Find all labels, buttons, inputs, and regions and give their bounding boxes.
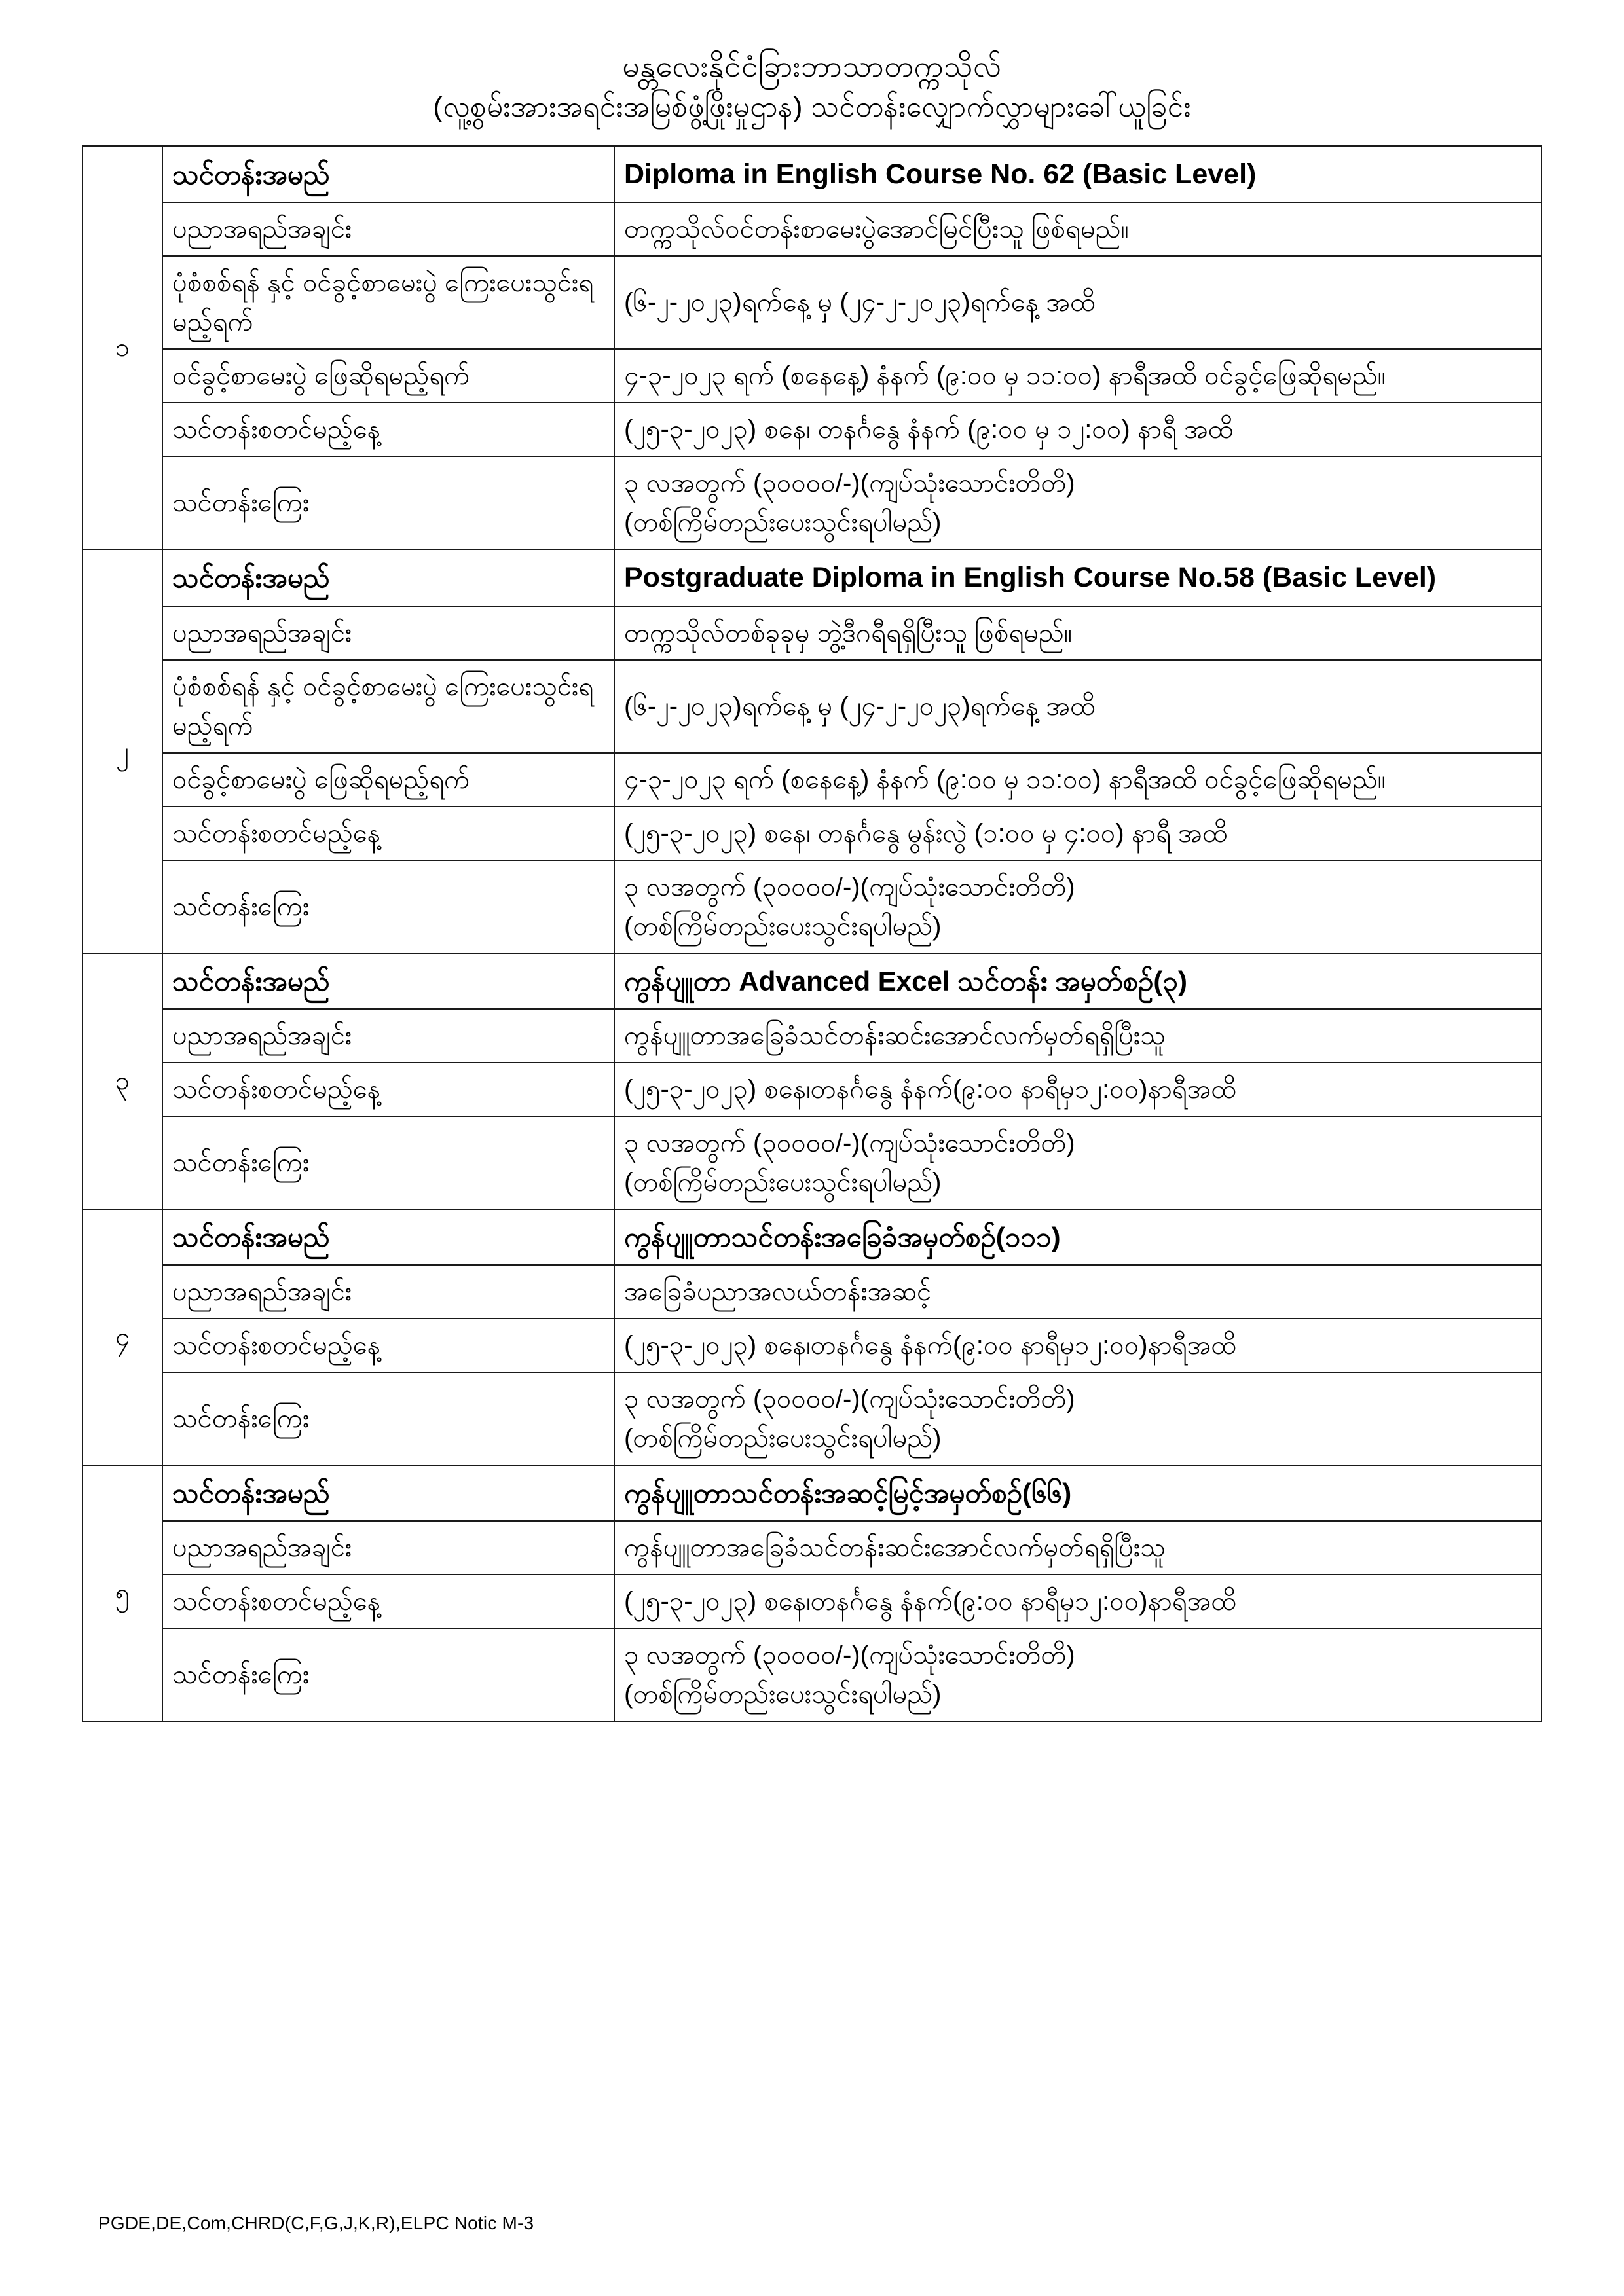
row-label-cell: သင်တန်းစတင်မည့်နေ့: [162, 1319, 614, 1372]
row-value-cell: [614, 953, 1541, 1009]
row-value-cell: [614, 606, 1541, 660]
row-label-cell: သင်တန်းအမည်: [162, 146, 614, 203]
row-value-cell: [614, 1521, 1541, 1575]
row-value-cell: [614, 456, 1541, 549]
row-value-line2: (တစ်ကြိမ်တည်းပေးသွင်းရပါမည်): [624, 911, 942, 941]
row-value-cell: [614, 660, 1541, 753]
table-row: [83, 753, 1541, 807]
row-label-cell: ပုံစံစစ်ရန် နှင့် ဝင်ခွင့်စာမေးပွဲ ကြေးပေးသွင်းရမည့်ရက်: [162, 256, 614, 349]
row-value-line1: ၃ လအတွက် (၃၀၀၀၀/-)(ကျပ်သုံးသောင်းတိတိ): [624, 1640, 1075, 1669]
row-value-line1: ၄-၃-၂၀၂၃ ရက် (စနေနေ့) နံနက် (၉:၀၀ မှ ၁၁:၀၀) နာရီအထိ ဝင်ခွင့်ဖြေဆိုရမည်။: [624, 361, 1386, 391]
row-value-cell: [614, 1319, 1541, 1372]
table-row: [83, 1265, 1541, 1319]
row-value-line1: Postgraduate Diploma in English Course No.58 (Basic Level): [624, 562, 1437, 594]
row-label-cell: ပညာအရည်အချင်း: [162, 1265, 614, 1319]
row-value-line1: ကွန်ပျူ​တာသင်တန်းအဆင့်မြင့်အမှတ်စဉ်(၆၆): [624, 1477, 1072, 1508]
row-value-cell: [614, 1575, 1541, 1628]
table-row: [83, 549, 1541, 606]
row-value-line1: ကွန်ပျူ​တာ Advanced Excel သင်တန်း အမှတ်စဉ်(၃): [624, 965, 1188, 996]
row-value-line1: (၂၅-၃-၂၀၂၃) စနေ၊တနင်္ဂနွေ နံနက်(၉:၀၀ နာရီမှ၁၂:၀၀)နာရီအထိ: [624, 1074, 1237, 1104]
row-value-line2: (တစ်ကြိမ်တည်းပေးသွင်းရပါမည်): [624, 1679, 942, 1709]
table-row: [83, 1319, 1541, 1372]
row-value-line1: ၃ လအတွက် (၃၀၀၀၀/-)(ကျပ်သုံးသောင်းတိတိ): [624, 469, 1075, 498]
row-value-cell: [614, 549, 1541, 606]
course-number-cell: ၃: [83, 953, 162, 1209]
row-label-cell: သင်တန်းစတင်မည့်နေ့: [162, 807, 614, 860]
courses-table: [82, 145, 1542, 1722]
row-value-line1: Diploma in English Course No. 62 (Basic Level): [624, 158, 1257, 190]
row-value-line1: ၃ လအတွက် (၃၀၀၀၀/-)(ကျပ်သုံးသောင်းတိတိ): [624, 1384, 1075, 1413]
row-value-cell: [614, 1209, 1541, 1265]
row-value-line1: အခြေခံပညာအလယ်တန်းအဆင့်: [624, 1277, 932, 1306]
table-row: [83, 256, 1541, 349]
header-title-line2: (လူ့စွမ်းအားအရင်းအမြစ်ဖွံ့ဖြိုးမှုဌာန) သင်တန်းလျှောက်လွှာများခေါ်ယူခြင်း: [433, 91, 1191, 124]
row-value-line1: ၃ လအတွက် (၃၀၀၀၀/-)(ကျပ်သုံးသောင်းတိတိ): [624, 1128, 1075, 1157]
table-row: [83, 1372, 1541, 1465]
table-row: [83, 1628, 1541, 1721]
row-label-cell: ဝင်ခွင့်စာမေးပွဲ ဖြေဆိုရမည့်ရက်: [162, 349, 614, 403]
table-row: [83, 807, 1541, 860]
row-value-line1: ကွန်ပျူ​တာသင်တန်းအခြေခံအမှတ်စဉ်(၁၁၁): [624, 1221, 1061, 1252]
row-label-cell: သင်တန်းကြေး: [162, 1372, 614, 1465]
row-value-cell: [614, 1265, 1541, 1319]
row-label-cell: သင်တန်းစတင်မည့်နေ့: [162, 403, 614, 456]
row-label-cell: သင်တန်းကြေး: [162, 1116, 614, 1209]
row-value-line1: တက္ကသိုလ်ဝင်တန်းစာမေးပွဲအောင်မြင်ပြီးသူ ဖြစ်ရမည်။: [624, 215, 1129, 244]
row-value-cell: [614, 202, 1541, 256]
row-value-cell: [614, 1372, 1541, 1465]
row-label-cell: ဝင်ခွင့်စာမေးပွဲ ဖြေဆိုရမည့်ရက်: [162, 753, 614, 807]
document-footer: PGDE,DE,Com,CHRD(C,F,G,J,K,R),ELPC Notic M-3: [98, 2213, 534, 2233]
row-value-cell: [614, 1116, 1541, 1209]
row-value-line1: တက္ကသိုလ်တစ်ခုခုမှ ဘွဲ့ဒီဂရီရရှိပြီးသူ ဖြစ်ရမည်။: [624, 618, 1072, 647]
row-label-cell: ပညာအရည်အချင်း: [162, 1009, 614, 1063]
row-value-cell: [614, 146, 1541, 203]
row-label-cell: ပညာအရည်အချင်း: [162, 606, 614, 660]
row-label-cell: သင်တန်းကြေး: [162, 456, 614, 549]
course-number-cell: ၂: [83, 549, 162, 953]
course-number-cell: ၄: [83, 1209, 162, 1465]
table-row: [83, 953, 1541, 1009]
row-value-cell: [614, 1628, 1541, 1721]
table-row: [83, 1575, 1541, 1628]
course-number-cell: ၅: [83, 1465, 162, 1721]
row-label-cell: သင်တန်းကြေး: [162, 860, 614, 953]
row-value-line1: (၂၅-၃-၂၀၂၃) စနေ၊တနင်္ဂနွေ နံနက်(၉:၀၀ နာရီမှ၁၂:၀၀)နာရီအထိ: [624, 1330, 1237, 1360]
table-row: [83, 146, 1541, 203]
course-number-cell: ၁: [83, 146, 162, 550]
row-label-cell: ပညာအရည်အချင်း: [162, 1521, 614, 1575]
row-value-line1: (၂၅-၃-၂၀၂၃) စနေ၊ တနင်္ဂနွေ နံနက် (၉:၀၀ မှ ၁၂:၀၀) နာရီ အထိ: [624, 415, 1234, 445]
table-row: [83, 1209, 1541, 1265]
row-value-cell: [614, 403, 1541, 456]
header-title-line1: မန္တလေးနိုင်ငံခြားဘာသာတက္ကသိုလ်: [622, 49, 1002, 83]
row-label-cell: သင်တန်းစတင်မည့်နေ့: [162, 1063, 614, 1116]
table-row: [83, 660, 1541, 753]
table-row: [83, 606, 1541, 660]
row-value-line1: ၃ လအတွက် (၃၀၀၀၀/-)(ကျပ်သုံးသောင်းတိတိ): [624, 872, 1075, 902]
row-value-line1: (၆-၂-၂၀၂၃)ရက်နေ့ မှ (၂၄-၂-၂၀၂၃)ရက်နေ့ အထိ: [624, 691, 1096, 721]
table-row: [83, 456, 1541, 549]
row-label-cell: သင်တန်းစတင်မည့်နေ့: [162, 1575, 614, 1628]
row-label-cell: သင်တန်းအမည်: [162, 1465, 614, 1521]
row-value-cell: [614, 1063, 1541, 1116]
table-row: [83, 1465, 1541, 1521]
table-row: [83, 1009, 1541, 1063]
row-value-cell: [614, 860, 1541, 953]
row-label-cell: ပညာအရည်အချင်း: [162, 202, 614, 256]
table-row: [83, 1521, 1541, 1575]
row-label-cell: သင်တန်းအမည်: [162, 549, 614, 606]
table-row: [83, 860, 1541, 953]
row-value-cell: [614, 807, 1541, 860]
row-value-line2: (တစ်ကြိမ်တည်းပေးသွင်းရပါမည်): [624, 1423, 942, 1453]
row-label-cell: သင်တန်းအမည်: [162, 953, 614, 1009]
row-value-cell: [614, 256, 1541, 349]
row-value-line1: ၄-၃-၂၀၂၃ ရက် (စနေနေ့) နံနက် (၉:၀၀ မှ ၁၁:၀၀) နာရီအထိ ဝင်ခွင့်ဖြေဆိုရမည်။: [624, 765, 1386, 794]
row-label-cell: သင်တန်းအမည်: [162, 1209, 614, 1265]
table-row: [83, 202, 1541, 256]
table-row: [83, 349, 1541, 403]
row-label-cell: ပုံစံစစ်ရန် နှင့် ဝင်ခွင့်စာမေးပွဲ ကြေးပေးသွင်းရမည့်ရက်: [162, 660, 614, 753]
table-row: [83, 1063, 1541, 1116]
table-row: [83, 403, 1541, 456]
row-value-line2: (တစ်ကြိမ်တည်းပေးသွင်းရပါမည်): [624, 508, 942, 538]
row-value-line1: (၂၅-၃-၂၀၂၃) စနေ၊တနင်္ဂနွေ နံနက်(၉:၀၀ နာရီမှ၁၂:၀၀)နာရီအထိ: [624, 1586, 1237, 1616]
row-value-cell: [614, 753, 1541, 807]
row-value-line1: (၆-၂-၂၀၂၃)ရက်နေ့ မှ (၂၄-၂-၂၀၂၃)ရက်နေ့ အထိ: [624, 288, 1096, 318]
row-value-cell: [614, 1009, 1541, 1063]
row-value-line1: (၂၅-၃-၂၀၂၃) စနေ၊ တနင်္ဂနွေ မွန်းလွဲ (၁:၀၀ မှ ၄:၀၀) နာရီ အထိ: [624, 818, 1228, 848]
row-value-cell: [614, 349, 1541, 403]
document-header: [59, 46, 1565, 128]
row-value-line1: ကွန်ပျူ​တာအခြေခံသင်တန်းဆင်းအောင်လက်မှတ်ရရှိပြီးသူ: [624, 1533, 1166, 1562]
row-value-line2: (တစ်ကြိမ်တည်းပေးသွင်းရပါမည်): [624, 1167, 942, 1197]
row-value-line1: ကွန်ပျူ​တာအခြေခံသင်တန်းဆင်းအောင်လက်မှတ်ရရှိပြီးသူ: [624, 1021, 1166, 1050]
row-label-cell: သင်တန်းကြေး: [162, 1628, 614, 1721]
row-value-cell: [614, 1465, 1541, 1521]
table-row: [83, 1116, 1541, 1209]
